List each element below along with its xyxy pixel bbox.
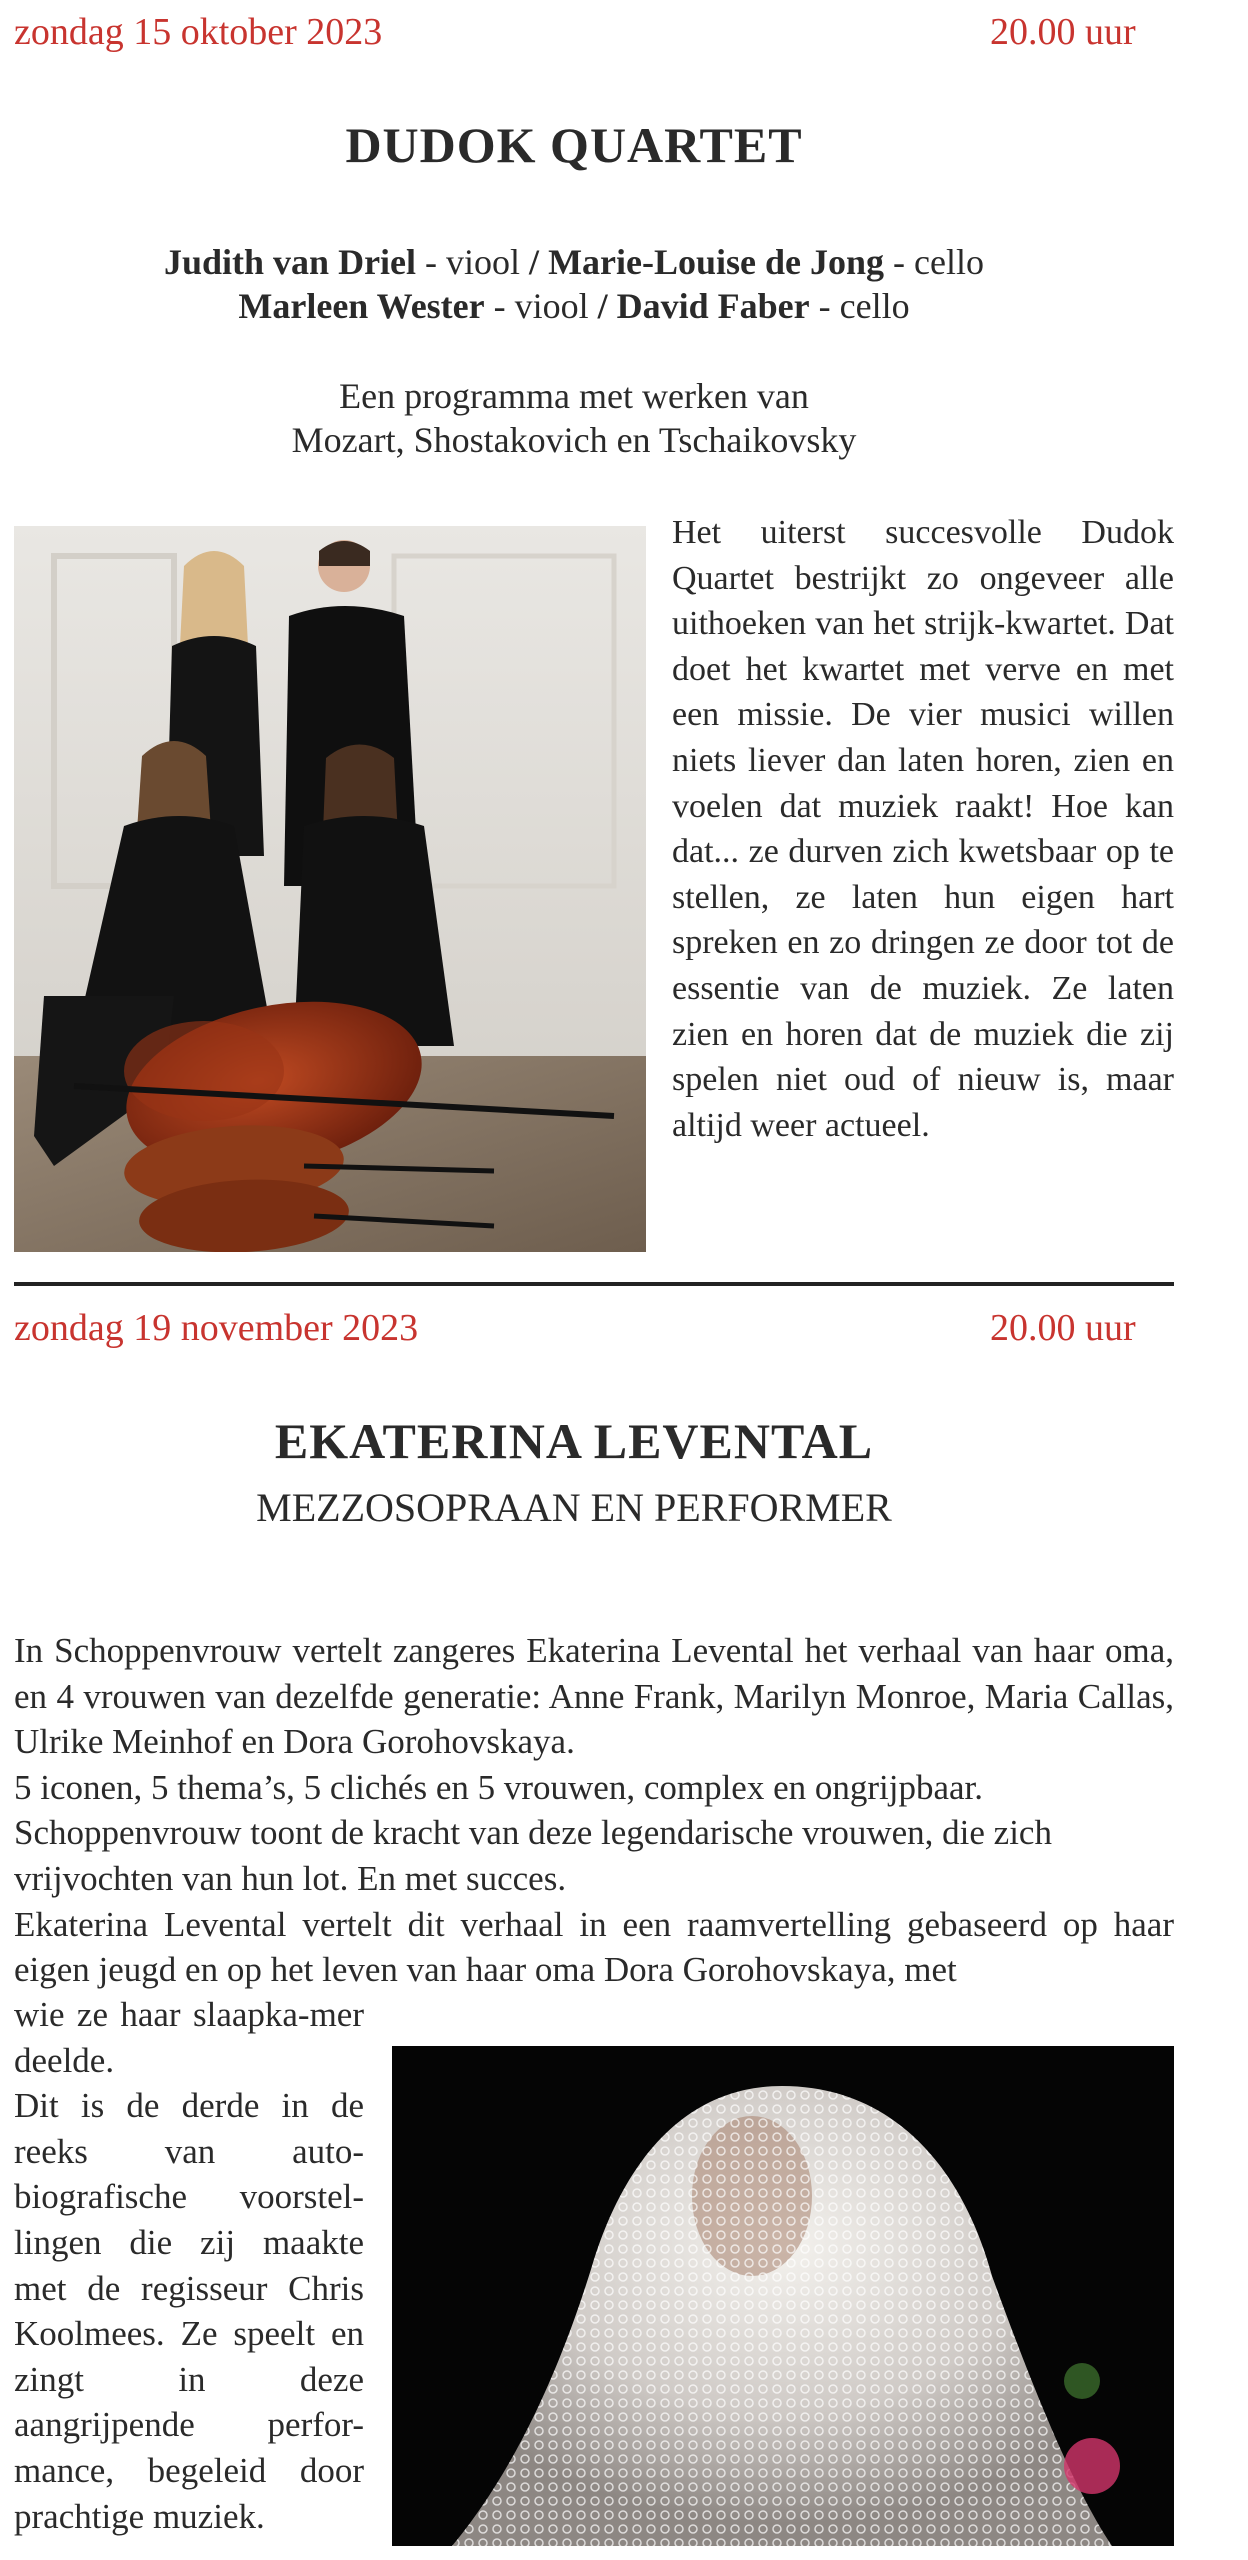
- cast-name-4: David Faber: [616, 286, 810, 326]
- event2-paragraph-2: 5 iconen, 5 thema’s, 5 clichés en 5 vrouwen, complex en ongrijpbaar.: [14, 1767, 984, 1807]
- event1-title: DUDOK QUARTET: [345, 117, 803, 173]
- event2-date: zondag 19 november 2023: [14, 1307, 419, 1349]
- performer-photo: [392, 2046, 1174, 2546]
- event2-side-paragraph-1: wie ze haar slaapka-mer deelde.: [14, 1995, 364, 2080]
- cast-name-2: Marie-Louise de Jong: [548, 242, 885, 282]
- event2-side-paragraph-2: Dit is de derde in de reeks van auto-biografische voorstel-lingen die zij maakte met de regisseur Chris Koolmees. Ze speelt en zingt in deze aangrijpende perfor-mance, begeleid door prachtige muziek.: [14, 2086, 364, 2536]
- cast-role-3: - viool: [484, 286, 598, 326]
- event2-subtitle: MEZZOSOPRAAN EN PERFORMER: [256, 1485, 892, 1530]
- cast-line-1: [0, 240, 1198, 284]
- event1-description: Het uiterst succesvolle Dudok Quartet bestrijkt zo ongeveer alle uithoeken van het strijk-kwartet. Dat doet het kwartet met verve en met een missie. De vier musici willen niets liever dan laten horen, zien en voelen dat muziek raakt! Hoe kan dat... ze durven zich kwetsbaar op te stellen, ze laten hun eigen hart spreken en zo dringen ze door tot de essentie van de muziek. Ze laten zien en horen dat de muziek die zij spelen niet oud of nieuw is, maar altijd weer actueel.: [672, 514, 1174, 1144]
- event2-paragraph-4: Ekaterina Levental vertelt dit verhaal in een raamvertelling gebaseerd op haar eigen jeugd en op het leven van haar oma Dora Gorohovskaya, met: [14, 1904, 1174, 1990]
- cast-separator-2: /: [597, 286, 608, 326]
- cast-name-3: Marleen Wester: [238, 286, 485, 326]
- event2-paragraph-3: Schoppenvrouw toont de kracht van deze legendarische vrouwen, die zich vrijvochten van hun lot. En met succes.: [14, 1813, 1052, 1898]
- event1-program: [0, 374, 1198, 462]
- section-divider: [14, 1282, 1174, 1286]
- quartet-photo: [14, 526, 646, 1252]
- event2-side-text: [14, 1992, 364, 2539]
- event2-time: 20.00 uur: [990, 1307, 1136, 1349]
- program-line-2: Mozart, Shostakovich en Tschaikovsky: [291, 420, 857, 460]
- cast-role-2: - cello: [884, 242, 984, 282]
- event1-cast: [0, 240, 1198, 328]
- cast-separator-1: /: [529, 242, 540, 282]
- event1-time: 20.00 uur: [990, 11, 1136, 53]
- event2-body: [14, 1628, 1174, 1993]
- event2-title: EKATERINA LEVENTAL: [274, 1413, 874, 1469]
- cast-name-1: Judith van Driel: [164, 242, 417, 282]
- event1-date: zondag 15 oktober 2023: [14, 11, 383, 53]
- cast-line-2: [0, 284, 1198, 328]
- cast-role-4: - cello: [809, 286, 910, 326]
- event2-paragraph-1: In Schoppenvrouw vertelt zangeres Ekaterina Levental het verhaal van haar oma, en 4 vrouwen van dezelfde generatie: Anne Frank, Marilyn Monroe, Maria Callas, Ulrike Meinhof en Dora Gorohovskaya.: [14, 1631, 1174, 1762]
- program-line-1: Een programma met werken van: [339, 376, 809, 416]
- cast-role-1: - viool: [416, 242, 530, 282]
